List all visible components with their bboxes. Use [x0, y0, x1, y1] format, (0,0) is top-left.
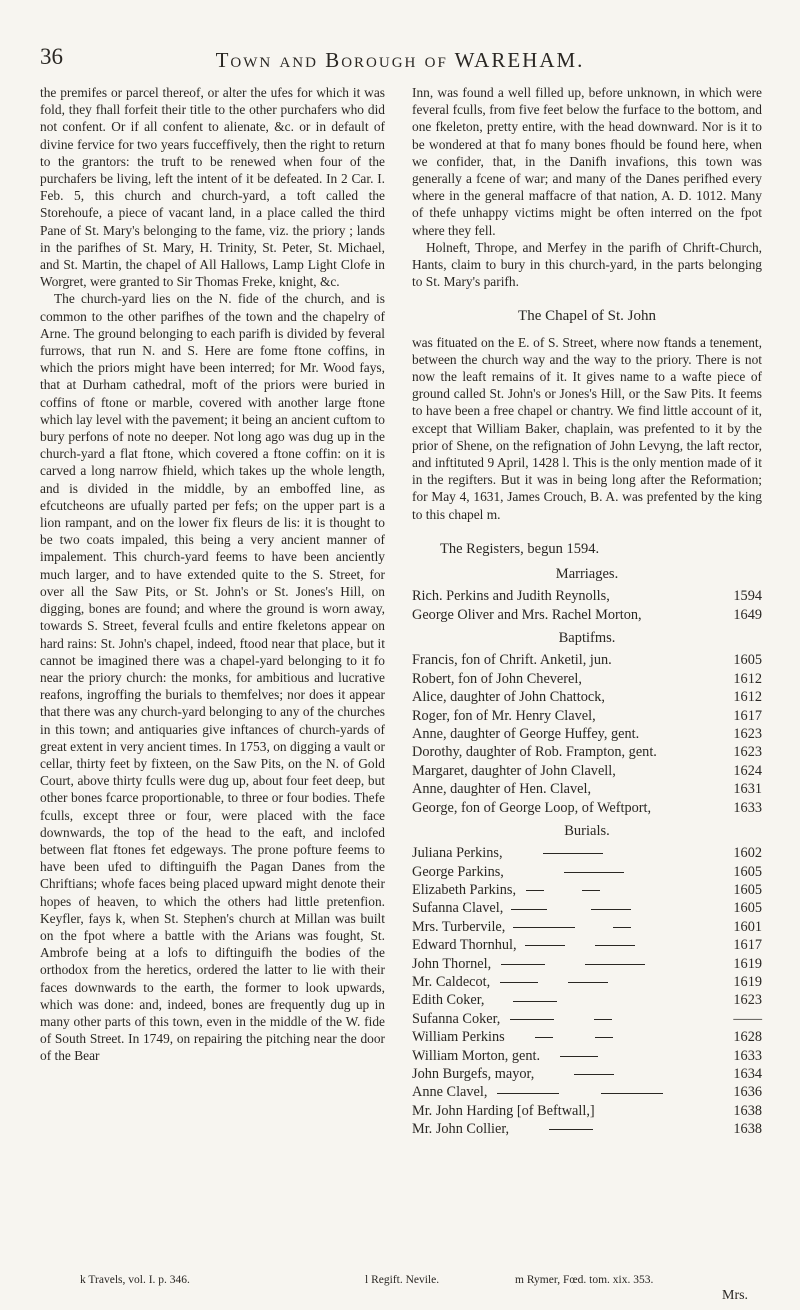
entry-name: Mr. Caldecot,	[412, 973, 716, 991]
table-row	[412, 1028, 762, 1046]
entry-year: 1605	[733, 900, 762, 917]
entry-name: Roger, fon of Mr. Henry Clavel,	[412, 707, 596, 724]
entry-name: Mrs. Turbervile,	[412, 918, 716, 936]
footnote-l: l Regift. Nevile.	[365, 1274, 440, 1286]
table-row	[412, 899, 762, 917]
right-paragraph-1: Inn, was found a well filled up, before unknown, in which were feveral fculls, from five feet below the furface to the bottom, and one fkeleton, pretty entire, with the head downward. Nor is it to be wondered at that fo many bones fhould be found here, when we confider, that, in the Danifh invafions, this town was generally a fcene of war; and many of the Danes perifhed every where in the general maffacre of that nation, A. D. 1012. Many of thefe unhappy victims might be often interred on the fpot where they fell.	[412, 85, 762, 238]
entry-year: 1638	[733, 1102, 762, 1119]
table-row	[412, 725, 762, 743]
entry-year: 1619	[733, 955, 762, 972]
entry-year: 1623	[733, 725, 762, 742]
entry-year: 1623	[733, 744, 762, 761]
baptisms-heading: Baptifms.	[558, 630, 616, 647]
table-row	[412, 863, 762, 881]
entry-name: George, fon of George Loop, of Weftport,	[412, 799, 652, 816]
entry-year: 1594	[733, 588, 762, 605]
entry-name: Robert, fon of John Cheverel,	[412, 670, 582, 687]
right-paragraph-2: Holneft, Thrope, and Merfey in the parifh of Chrift-Church, Hants, claim to bury in this church-yard, in the parts belonging to St. Mary's parifh.	[412, 239, 762, 290]
entry-year: 1605	[733, 652, 762, 669]
table-row	[412, 743, 762, 761]
footnote-m: m Rymer, Fœd. tom. xix. 353.	[515, 1274, 654, 1286]
entry-name: Dorothy, daughter of Rob. Frampton, gent.	[412, 744, 657, 761]
table-row	[412, 688, 762, 706]
entry-year: 1636	[733, 1084, 762, 1101]
right-paragraph-3: was fituated on the E. of S. Street, where now ftands a tenement, between the church way and the way to the priory. There is not now the leaft remains of it. It gives name to a wafte piece of ground called St. John's or Jones's Hill, or the Saw Pits. It feems to have been a free chapel or chantry. We find little account of it, except that William Baker, chaplain, was prefented to it by the prior of Shene, on the refignation of John Levyng, the laft rector, and inftituted 9 April, 1428 l. This is the only mention made of it in the regifters. But it was in being long after the Reformation; for May 4, 1631, James Crouch, B. A. was prefented by the king to this chapel m.	[412, 334, 762, 522]
entry-year: 1633	[733, 799, 762, 816]
entry-year: 1649	[733, 606, 762, 623]
registers-heading: The Registers, begun 1594.	[440, 540, 600, 557]
entry-year: 1628	[733, 1029, 762, 1046]
entry-year: 1617	[733, 937, 762, 954]
entry-name: Francis, fon of Chrift. Anketil, jun.	[412, 652, 612, 669]
table-row	[412, 707, 762, 725]
entry-year: 1633	[733, 1047, 762, 1064]
table-row	[412, 799, 762, 817]
entry-name: John Thornel,	[412, 955, 716, 973]
table-row	[412, 780, 762, 798]
left-column	[40, 84, 385, 1065]
chapel-heading: The Chapel of St. John	[518, 308, 656, 325]
entry-year: 1619	[733, 974, 762, 990]
entry-year: ——	[733, 1010, 762, 1027]
entry-name: Juliana Perkins,	[412, 844, 716, 862]
table-row	[412, 762, 762, 780]
table-row	[412, 587, 762, 605]
table-row	[412, 606, 762, 624]
entry-year: 1634	[733, 1066, 762, 1083]
entry-year: 1617	[733, 707, 762, 724]
table-row	[412, 1010, 762, 1028]
entry-year: 1623	[733, 992, 762, 1009]
entry-name: Alice, daughter of John Chattock,	[412, 689, 605, 706]
footnote-k: k Travels, vol. I. p. 346.	[80, 1274, 190, 1286]
table-row	[412, 670, 762, 688]
entry-year: 1605	[733, 881, 762, 898]
table-row	[412, 1065, 762, 1083]
entry-name: George Oliver and Mrs. Rachel Morton,	[412, 606, 642, 623]
entry-name: Anne Clavel,	[412, 1083, 716, 1101]
entry-name: Rich. Perkins and Judith Reynolls,	[412, 588, 610, 605]
entry-name: Edward Thornhul,	[412, 936, 716, 954]
table-row	[412, 936, 762, 954]
entry-name: Anne, daughter of George Huffey, gent.	[412, 725, 640, 742]
marriages-table	[412, 587, 762, 624]
table-row	[412, 651, 762, 669]
entry-name: Sufanna Clavel,	[412, 899, 716, 917]
entry-year: 1612	[733, 689, 762, 706]
entry-name: John Burgefs, mayor,	[412, 1065, 716, 1083]
entry-name: Mr. John Harding [of Beftwall,]	[412, 1102, 595, 1119]
entry-year: 1638	[733, 1121, 762, 1138]
table-row	[412, 881, 762, 899]
entry-name: Elizabeth Parkins,	[412, 881, 716, 899]
entry-name: Anne, daughter of Hen. Clavel,	[412, 781, 592, 798]
entry-name: Margaret, daughter of John Clavell,	[412, 762, 616, 779]
baptisms-table	[412, 651, 762, 817]
left-paragraph-1: the premifes or parcel thereof, or alter the ufes for which it was fold, they fhall forfeit their title to the other purchafers who did not confent. Or if all confent to alienate, &c. or in default of divine fervice for two years fucceffively, then the right to return to the grantors: the truft to be renewed when four of the purchafers be living, left the intent of it be defeated. In 2 Car. I. Feb. 5, this church and church-yard, a toft called the Storehoufe, a piece of vacant land, in a place called the third Pane of St. Mary's belonging to the fame, viz. the priory ; lands in the parifhes of St. Mary, H. Trinity, St. Peter, St. Michael, and St. Martin, the chapel of All Hallows, Lamp Light Clofe in Worgret, were granted to Sir Thomas Freke, knight, &c.	[40, 85, 385, 290]
entry-year: 1605	[733, 863, 762, 880]
entry-name: George Parkins,	[412, 863, 716, 881]
right-column	[412, 84, 762, 1139]
catchword: Mrs.	[722, 1288, 749, 1303]
table-row	[412, 918, 762, 936]
entry-name: Sufanna Coker,	[412, 1010, 716, 1028]
entry-name: William Perkins	[412, 1028, 716, 1046]
burials-heading: Burials.	[564, 822, 610, 839]
table-row	[412, 973, 762, 991]
entry-year: 1631	[733, 781, 762, 798]
page-number: 36	[40, 44, 63, 69]
running-title: Town and Borough of WAREHAM.	[215, 48, 585, 72]
entry-year: 1624	[733, 762, 762, 779]
table-row	[412, 1083, 762, 1101]
table-row	[412, 1047, 762, 1065]
entry-year: 1602	[733, 845, 762, 862]
table-row	[412, 991, 762, 1009]
burials-table	[412, 844, 762, 1139]
table-row	[412, 955, 762, 973]
table-row	[412, 1120, 762, 1138]
entry-name: Edith Coker,	[412, 991, 716, 1009]
entry-year: 1612	[733, 670, 762, 687]
marriages-heading: Marriages.	[555, 566, 619, 583]
entry-name: Mr. John Collier,	[412, 1120, 716, 1138]
page-header	[40, 44, 760, 80]
entry-name: William Morton, gent.	[412, 1047, 716, 1065]
left-paragraph-2: The church-yard lies on the N. fide of the church, and is common to the other parifhes of the town and the chapelry of Arne. The ground belonging to each parifh is divided by feveral furrows, that run N. and S. Here are fome ftone coffins, in which the priors might have been interred; for Mr. Wood fays, that at Durham cathedral, moft of the priors were buried in coffins of ftone or marble, covered with another large ftone which lay level with the pavement; it being an ancient cuftom to bury perfons of note no deeper. Not long ago was dug up in the church-yard a flat ftone, which covered a ftone coffin: on it is carved a long narrow fhield, which takes up the whole length, and is divided in the middle, by an emboffed line, as efcutcheons are ufually parted per fefs; on the upper part is a lion rampant, and on the lower fix fleurs de lis: it is thought to be two coats impaled, this being a very ancient manner of impalement. This church-yard feems to have been anciently much larger, and to have extended quite to the S. Street, for over all the Saw Pits, or St. John's or St. Jones's Hill, on digging, bones are found; and where the ground is worn away, towards S. Street, feveral fculls and entire fkeletons appear on hard rains: St. John's chapel, indeed, ftood near that place, but it cannot be imagined there was a chapel-yard belonging to it fo near the priory church: the monks, for ambitious and lucrative reafons, ingroffing the burials to themfelves; nor does it appear that there was any church-yard belonging to any of the churches in this town; and antiquaries give inftances of church-yards of great extent in very ancient times. In 1753, on digging a vault or cellar, thirty feet by fixteen, on the Saw Pits, on the N. of Gold Court, above thirty fculls were dug up, about four feet deep, but other bones fcarce proportionable, to three or four bodies. Thefe fculls, except three or four, were placed with the face downwards, the top of the head to the eaft, and inclofed between flat ftones fet edgeways. The prone pofture feems to have been ufed to diftinguifh the Pagan Danes from the Chriftians; whofe faces being placed upward might denote their hopes of heaven, to which the others had little pretenfion. Keyfler, fays k, when St. Stephen's church at Millan was built on the fpot where a battle with the Arians was fought, St. Ambrofe being at a lofs to diftinguifh the bodies of the orthodox from the heretics, ordered the latter to lie with their faces downwards to the earth, the former to look upwards, which was done: and, indeed, bones are frequently dug up in many other parts of this town, even in the middle of the W. fide of South Street. In 1749, on repairing the pitching near the door of the Bear	[40, 291, 385, 1064]
table-row	[412, 1102, 762, 1120]
table-row	[412, 844, 762, 862]
entry-year: 1601	[733, 918, 762, 935]
